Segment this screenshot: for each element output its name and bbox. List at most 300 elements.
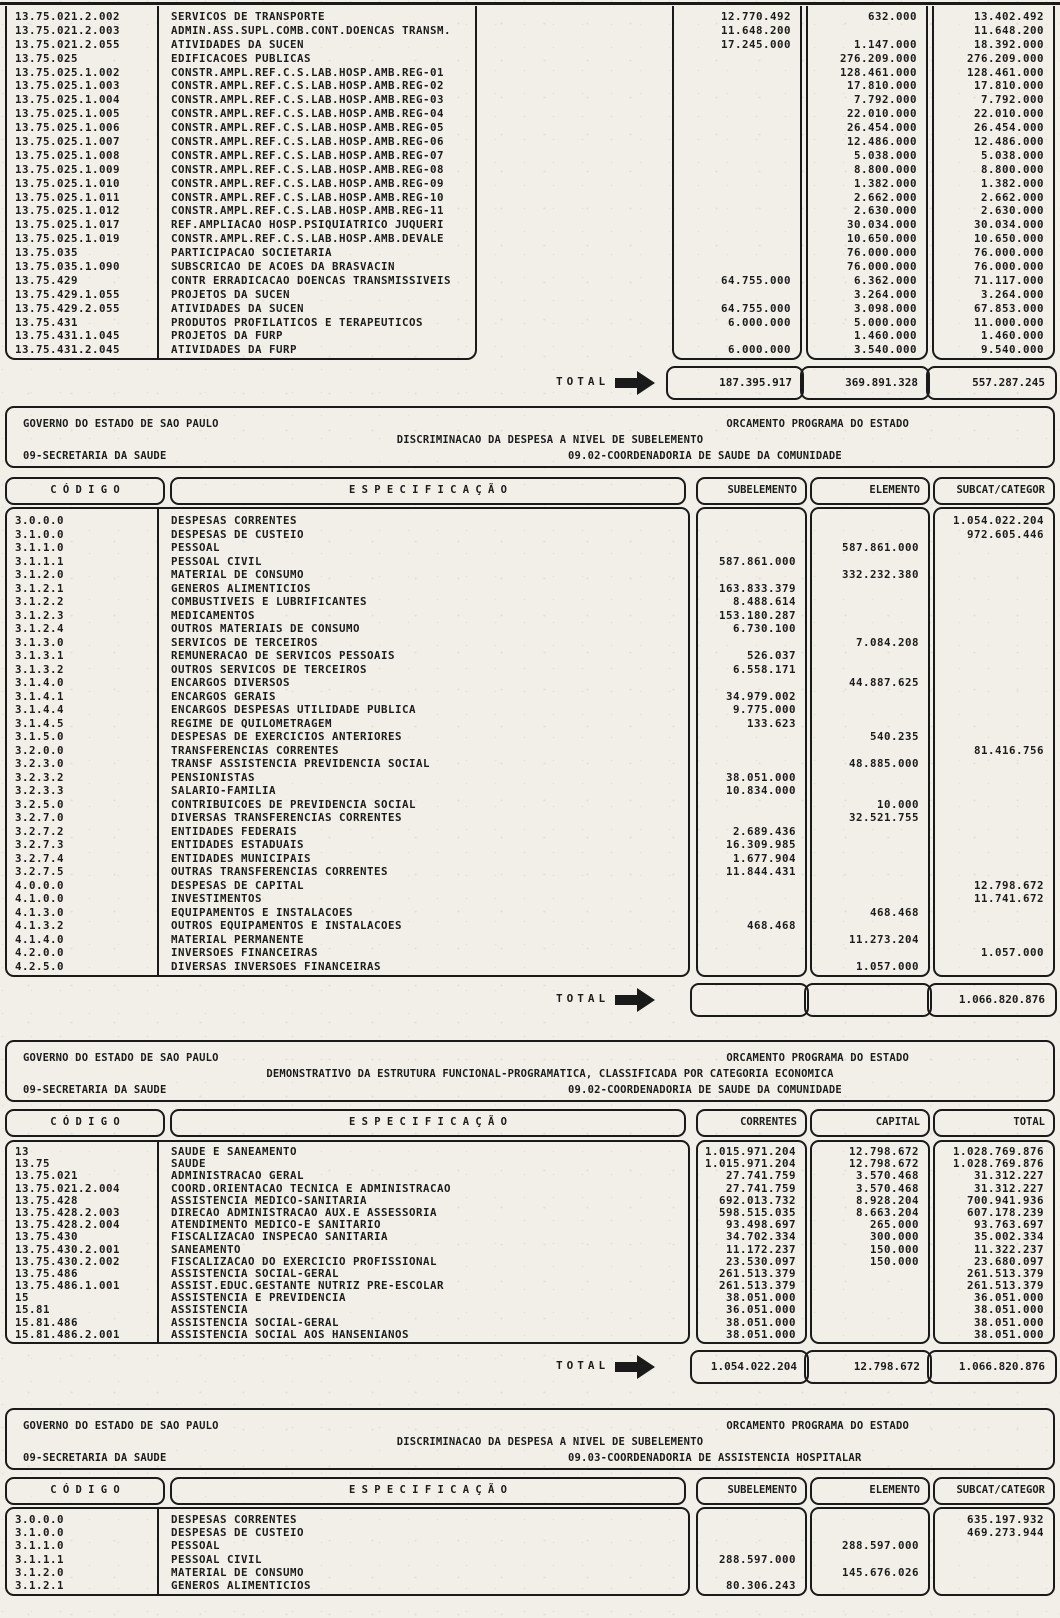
- value-cell: 17.810.000: [846, 79, 917, 93]
- value-cell: 7.792.000: [853, 93, 917, 107]
- total-label: TOTAL: [556, 992, 610, 1005]
- code-cell: 3.2.7.0: [15, 811, 65, 824]
- column-header-especificacao: E S P E C I F I C A Ç Ã O: [170, 1477, 686, 1505]
- spec-cell: OUTROS EQUIPAMENTOS E INSTALACOES: [171, 919, 403, 932]
- value-cell: 261.513.379: [966, 1280, 1044, 1293]
- value-cell: [698, 1526, 805, 1539]
- value-cell: 265.000: [869, 1219, 919, 1232]
- code-cell: 3.1.3.2: [15, 662, 65, 676]
- column-header-value-3: SUBCAT/CATEGOR: [933, 477, 1055, 505]
- department-name: 09-SECRETARIA DA SAUDE: [23, 1452, 167, 1464]
- code-cell: 13.75.430.2.001: [15, 1243, 121, 1256]
- value-cell: 11.000.000: [973, 315, 1044, 329]
- value-cell: 11.172.237: [725, 1243, 796, 1256]
- code-cell: 3.1.2.1: [15, 1578, 65, 1592]
- spec-cell: PESSOAL: [171, 541, 221, 554]
- value-cell: [698, 1513, 805, 1526]
- value-cell: [935, 582, 1053, 596]
- value-cell: 27.741.759: [725, 1182, 796, 1195]
- value-cell: 34.702.334: [725, 1231, 796, 1244]
- value-cell: 5.000.000: [853, 315, 917, 329]
- code-cell: 3.1.0.0: [15, 1526, 65, 1540]
- code-cell: 13.75.035: [15, 246, 79, 260]
- value-cell: 261.513.379: [966, 1267, 1044, 1280]
- value-cell: 587.861.000: [841, 541, 919, 554]
- code-cell: 13.75.430: [15, 1231, 79, 1244]
- spec-cell: FISCALIZACAO DO EXERCICIO PROFISSIONAL: [171, 1255, 438, 1268]
- spec-cell: ENTIDADES MUNICIPAIS: [171, 851, 312, 865]
- spec-cell: MATERIAL PERMANENTE: [171, 932, 305, 946]
- value-cell: [812, 784, 928, 798]
- value-cell: [698, 1566, 805, 1579]
- code-cell: 13.75.025.1.010: [15, 176, 121, 190]
- code-cell: 13.75.428: [15, 1194, 79, 1207]
- code-cell: 3.0.0.0: [15, 1513, 65, 1526]
- code-cell: 13.75.025.1.002: [15, 65, 121, 79]
- value-cell: [812, 663, 928, 677]
- spec-cell: CONSTR.AMPL.REF.C.S.LAB.HOSP.AMB.REG-04: [171, 107, 445, 121]
- value-cell: 972.605.446: [966, 527, 1044, 541]
- value-cell: 6.558.171: [732, 662, 796, 676]
- total-value-box-1: 187.395.917: [666, 366, 804, 400]
- column-header-codigo: C Ó D I G O: [5, 477, 165, 505]
- value-cell: 128.461.000: [966, 65, 1044, 79]
- value-cell: 1.054.022.204: [952, 514, 1044, 527]
- value-cell: 38.051.000: [725, 770, 796, 784]
- value-cell: 128.461.000: [839, 65, 917, 79]
- value-cell: [935, 784, 1053, 798]
- value-cell: 6.000.000: [727, 343, 791, 357]
- spec-cell: CONSTR.AMPL.REF.C.S.LAB.HOSP.AMB.REG-02: [171, 79, 445, 93]
- total-value-box-1: 1.054.022.204: [690, 1350, 809, 1384]
- value-cell: 3.570.468: [855, 1170, 919, 1183]
- code-cell: 3.1.3.1: [15, 649, 65, 662]
- value-cell: 11.648.200: [973, 23, 1044, 37]
- spec-cell: ENTIDADES ESTADUAIS: [171, 838, 305, 851]
- code-cell: 4.0.0.0: [15, 878, 65, 892]
- code-cell: 3.1.5.0: [15, 730, 65, 743]
- value-cell: 12.798.672: [848, 1158, 919, 1171]
- value-cell: [698, 676, 805, 690]
- value-cell: 1.057.000: [980, 946, 1044, 959]
- spec-cell: ASSISTENCIA SOCIAL-GERAL: [171, 1267, 340, 1280]
- value-cell: [698, 757, 805, 771]
- code-cell: 13.75.025.1.004: [15, 93, 121, 107]
- value-cell: [812, 1513, 928, 1526]
- value-cell: [812, 1526, 928, 1539]
- value-cell: 16.309.985: [725, 838, 796, 851]
- value-cell: [935, 757, 1053, 771]
- value-cell: 76.000.000: [846, 246, 917, 260]
- value-cell: 38.051.000: [725, 1328, 796, 1341]
- value-cell: [812, 1553, 928, 1566]
- value-cell: 30.034.000: [846, 218, 917, 232]
- value-cell: [935, 703, 1053, 717]
- value-cell: [935, 811, 1053, 825]
- value-cell: 30.034.000: [973, 218, 1044, 232]
- code-cell: 13.75.021: [15, 1170, 79, 1183]
- spec-cell: REGIME DE QUILOMETRAGEM: [171, 716, 333, 730]
- value-cell: 133.623: [746, 716, 796, 730]
- code-spec-box: [5, 507, 690, 977]
- spec-cell: PESSOAL: [171, 1539, 221, 1553]
- code-cell: 13.75.025.1.008: [15, 148, 121, 162]
- code-cell: 13.75.025.1.007: [15, 135, 121, 149]
- spec-cell: DESPESAS CORRENTES: [171, 514, 298, 527]
- value-cell: 23.680.097: [973, 1255, 1044, 1268]
- spec-cell: DESPESAS DE CUSTEIO: [171, 1526, 305, 1540]
- value-cell: 540.235: [869, 730, 919, 743]
- value-cell: [812, 1317, 928, 1329]
- total-arrow-icon: [614, 987, 656, 1017]
- spec-cell: PROJETOS DA SUCEN: [171, 287, 291, 301]
- value-cell: [935, 555, 1053, 569]
- code-cell: 4.2.0.0: [15, 946, 65, 959]
- value-cell: 8.800.000: [853, 162, 917, 176]
- value-cell: 11.844.431: [725, 865, 796, 878]
- spec-cell: DIRECAO ADMINISTRACAO AUX.E ASSESSORIA: [171, 1206, 438, 1219]
- value-cell: [935, 1579, 1053, 1592]
- value-cell: [674, 149, 800, 163]
- value-cell: 93.763.697: [973, 1219, 1044, 1232]
- value-cell: [935, 933, 1053, 947]
- value-cell: [674, 204, 800, 218]
- spec-cell: CONTRIBUICOES DE PREVIDENCIA SOCIAL: [171, 797, 417, 811]
- total-arrow-icon: [614, 370, 656, 400]
- value-cell: [812, 582, 928, 596]
- total-value-box-2: 369.891.328: [800, 366, 930, 400]
- value-cell: 11.322.237: [973, 1243, 1044, 1256]
- spec-cell: ENCARGOS DESPESAS UTILIDADE PUBLICA: [171, 703, 417, 716]
- section-header-box: [5, 1408, 1055, 1470]
- value-cell: [698, 933, 805, 947]
- spec-cell: PARTICIPACAO SOCIETARIA: [171, 246, 333, 260]
- program-name: ORCAMENTO PROGRAMA DO ESTADO: [726, 1420, 909, 1432]
- value-cell: 23.530.097: [725, 1255, 796, 1268]
- value-cell: 10.834.000: [725, 784, 796, 797]
- spec-cell: OUTRAS TRANSFERENCIAS CORRENTES: [171, 865, 389, 878]
- value-cell: 12.486.000: [846, 135, 917, 149]
- value-cell: [935, 636, 1053, 650]
- value-cell: [812, 1268, 928, 1280]
- spec-cell: SERVICOS DE TRANSPORTE: [171, 10, 326, 23]
- code-cell: 3.2.0.0: [15, 743, 65, 757]
- value-cell: [674, 260, 800, 274]
- value-cell: 93.498.697: [725, 1219, 796, 1232]
- spec-cell: MATERIAL DE CONSUMO: [171, 1565, 305, 1579]
- header-line-3: [23, 1082, 1037, 1098]
- value-cell: 1.677.904: [732, 851, 796, 865]
- column-header-value-1: SUBELEMENTO: [696, 1477, 807, 1505]
- spec-cell: REF.AMPLIACAO HOSP.PSIQUIATRICO JUQUERI: [171, 218, 445, 232]
- value-cell: [674, 66, 800, 80]
- category-values-box: [933, 507, 1055, 977]
- value-cell: 10.650.000: [973, 232, 1044, 246]
- code-cell: 13.75.025.1.006: [15, 121, 121, 135]
- code-cell: 13.75.025.1.003: [15, 79, 121, 93]
- spec-cell: COMBUSTIVEIS E LUBRIFICANTES: [171, 595, 368, 608]
- spec-cell: TRANSFERENCIAS CORRENTES: [171, 743, 340, 757]
- element-values-box: [806, 6, 928, 360]
- spec-cell: ADMIN.ASS.SUPL.COMB.CONT.DOENCAS TRANSM.: [171, 23, 452, 37]
- value-cell: 632.000: [867, 10, 917, 23]
- value-cell: [812, 771, 928, 785]
- value-cell: [698, 906, 805, 920]
- spec-cell: MEDICAMENTOS: [171, 608, 256, 622]
- spec-cell: DIVERSAS TRANSFERENCIAS CORRENTES: [171, 811, 403, 824]
- value-cell: [808, 24, 926, 38]
- code-cell: 13.75.430.2.002: [15, 1255, 121, 1268]
- value-cell: 76.000.000: [973, 246, 1044, 260]
- value-cell: 26.454.000: [846, 121, 917, 135]
- spec-cell: REMUNERACAO DE SERVICOS PESSOAIS: [171, 649, 396, 662]
- value-cell: 9.775.000: [732, 703, 796, 716]
- code-cell: 3.1.3.0: [15, 635, 65, 649]
- code-cell: 13.75.428.2.004: [15, 1219, 121, 1232]
- program-name: ORCAMENTO PROGRAMA DO ESTADO: [726, 1052, 909, 1064]
- report-title: DEMONSTRATIVO DA ESTRUTURA FUNCIONAL-PROGRAMATICA, CLASSIFICADA POR CATEGORIA ECONOMICA: [266, 1068, 834, 1080]
- value-cell: 607.178.239: [966, 1206, 1044, 1219]
- value-cell: [812, 1329, 928, 1341]
- unit-name: 09.02-COORDENADORIA DE SAUDE DA COMUNIDADE: [568, 450, 842, 462]
- code-cell: 4.1.4.0: [15, 932, 65, 946]
- total-value-box-1: [690, 983, 809, 1017]
- value-cell: [935, 649, 1053, 663]
- value-cell: [674, 52, 800, 66]
- total-label: TOTAL: [556, 1359, 610, 1372]
- code-cell: 3.1.1.0: [15, 541, 65, 554]
- header-line-1: [23, 1418, 1037, 1434]
- element-values-box: [810, 507, 930, 977]
- value-cell: [674, 191, 800, 205]
- value-cell: [812, 892, 928, 906]
- spec-cell: SALARIO-FAMILIA: [171, 784, 277, 797]
- value-cell: [812, 649, 928, 663]
- value-cell: [812, 825, 928, 839]
- code-cell: 3.2.7.2: [15, 824, 65, 838]
- value-cell: [674, 163, 800, 177]
- code-cell: 13.75.025.1.005: [15, 107, 121, 121]
- spec-cell: CONSTR.AMPL.REF.C.S.LAB.HOSP.AMB.REG-03: [171, 93, 445, 107]
- spec-cell: PROJETOS DA FURP: [171, 329, 284, 343]
- value-cell: 145.676.026: [841, 1565, 919, 1579]
- spec-cell: PRODUTOS PROFILATICOS E TERAPEUTICOS: [171, 315, 424, 329]
- value-cell: [935, 622, 1053, 636]
- spec-cell: ATIVIDADES DA SUCEN: [171, 301, 305, 315]
- total-value-box-3: 557.287.245: [926, 366, 1057, 400]
- code-cell: 13.75: [15, 1158, 51, 1171]
- spec-cell: ASSISTENCIA MEDICO-SANITARIA: [171, 1194, 368, 1207]
- code-cell: 3.1.2.2: [15, 595, 65, 608]
- value-cell: [674, 121, 800, 135]
- spec-cell: MATERIAL DE CONSUMO: [171, 568, 305, 581]
- spec-cell: FISCALIZACAO INSPECAO SANITARIA: [171, 1231, 389, 1244]
- code-cell: 3.2.3.2: [15, 770, 65, 784]
- column-header-codigo: C Ó D I G O: [5, 1109, 165, 1137]
- value-cell: 12.770.492: [720, 10, 791, 23]
- total-value-box-2: [804, 983, 932, 1017]
- value-cell: 71.117.000: [973, 273, 1044, 287]
- value-cell: [812, 1579, 928, 1592]
- value-cell: [698, 744, 805, 758]
- spec-cell: ASSIST.EDUC.GESTANTE NUTRIZ PRE-ESCOLAR: [171, 1280, 445, 1293]
- value-cell: 1.382.000: [980, 176, 1044, 190]
- column-header-value-1: SUBELEMENTO: [696, 477, 807, 505]
- value-cell: 12.798.672: [973, 878, 1044, 892]
- code-cell: 3.2.7.3: [15, 838, 65, 851]
- value-cell: [674, 218, 800, 232]
- value-cell: [674, 246, 800, 260]
- spec-cell: GENEROS ALIMENTICIOS: [171, 581, 312, 595]
- spec-cell: PENSIONISTAS: [171, 770, 256, 784]
- value-cell: 2.662.000: [853, 190, 917, 204]
- value-cell: 38.051.000: [973, 1316, 1044, 1329]
- spec-cell: DESPESAS CORRENTES: [171, 1513, 298, 1526]
- value-cell: [935, 838, 1053, 852]
- code-cell: 13.75.025.1.009: [15, 162, 121, 176]
- value-cell: 700.941.936: [966, 1194, 1044, 1207]
- value-cell: [935, 595, 1053, 609]
- code-cell: 13.75.431.2.045: [15, 343, 121, 357]
- value-cell: [935, 676, 1053, 690]
- value-cell: 3.264.000: [980, 287, 1044, 301]
- spec-cell: CONTR ERRADICACAO DOENCAS TRANSMISSIVEIS: [171, 273, 452, 287]
- code-cell: 3.1.4.1: [15, 689, 65, 703]
- subelement-values-box: [696, 1140, 807, 1344]
- value-cell: 153.180.287: [718, 608, 796, 622]
- value-cell: 3.570.468: [855, 1182, 919, 1195]
- code-cell: 3.1.2.1: [15, 581, 65, 595]
- subelement-values-box: [696, 507, 807, 977]
- department-name: 09-SECRETARIA DA SAUDE: [23, 450, 167, 462]
- value-cell: [935, 568, 1053, 582]
- subelement-values-box: [672, 6, 802, 360]
- value-cell: [935, 960, 1053, 974]
- value-cell: [812, 609, 928, 623]
- value-cell: 1.015.971.204: [704, 1158, 796, 1171]
- code-cell: 13.75.035.1.090: [15, 260, 121, 274]
- spec-cell: CONSTR.AMPL.REF.C.S.LAB.HOSP.AMB.REG-07: [171, 148, 445, 162]
- spec-cell: INVESTIMENTOS: [171, 892, 263, 905]
- value-cell: 163.833.379: [718, 581, 796, 595]
- page-top-rule: [0, 2, 1060, 5]
- value-cell: [812, 852, 928, 866]
- column-header-especificacao: E S P E C I F I C A Ç Ã O: [170, 1109, 686, 1137]
- value-cell: 36.051.000: [973, 1292, 1044, 1305]
- value-cell: 38.051.000: [973, 1304, 1044, 1317]
- code-cell: 13.75.025.1.019: [15, 232, 121, 246]
- code-cell: 4.1.3.0: [15, 905, 65, 919]
- value-cell: 34.979.002: [725, 689, 796, 703]
- value-cell: [935, 1539, 1053, 1552]
- spec-cell: DESPESAS DE EXERCICIOS ANTERIORES: [171, 730, 403, 743]
- unit-name: 09.03-COORDENADORIA DE ASSISTENCIA HOSPITALAR: [568, 1452, 862, 1464]
- total-label: TOTAL: [556, 375, 610, 388]
- value-cell: 1.460.000: [853, 329, 917, 343]
- value-cell: 11.741.672: [973, 892, 1044, 905]
- value-cell: 11.648.200: [720, 23, 791, 37]
- value-cell: 300.000: [869, 1231, 919, 1244]
- value-cell: 38.051.000: [973, 1328, 1044, 1341]
- value-cell: 1.028.769.876: [952, 1158, 1044, 1171]
- value-cell: [698, 568, 805, 582]
- value-cell: 8.488.614: [732, 595, 796, 608]
- value-cell: [698, 892, 805, 906]
- code-cell: 3.2.3.0: [15, 757, 65, 770]
- header-line-1: [23, 416, 1037, 432]
- value-cell: 17.810.000: [973, 79, 1044, 93]
- spec-cell: OUTROS MATERIAIS DE CONSUMO: [171, 622, 361, 635]
- code-cell: 4.1.3.2: [15, 919, 65, 932]
- spec-cell: CONSTR.AMPL.REF.C.S.LAB.HOSP.AMB.REG-11: [171, 204, 445, 218]
- code-cell: 13.75.025.1.017: [15, 218, 121, 232]
- code-cell: 13.75.429: [15, 273, 79, 287]
- spec-cell: INVERSOES FINANCEIRAS: [171, 946, 319, 959]
- value-cell: [935, 852, 1053, 866]
- category-values-box: [932, 6, 1055, 360]
- value-cell: [674, 79, 800, 93]
- spec-cell: CONSTR.AMPL.REF.C.S.LAB.HOSP.AMB.REG-08: [171, 162, 445, 176]
- spec-cell: SAUDE E SANEAMENTO: [171, 1146, 298, 1158]
- value-cell: 9.540.000: [980, 343, 1044, 357]
- spec-cell: ATIVIDADES DA FURP: [171, 343, 298, 357]
- value-cell: 261.513.379: [718, 1267, 796, 1280]
- value-cell: 31.312.227: [973, 1170, 1044, 1183]
- value-cell: [812, 717, 928, 731]
- spec-cell: ASSISTENCIA SOCIAL-GERAL: [171, 1316, 340, 1329]
- value-cell: [674, 232, 800, 246]
- value-cell: 12.486.000: [973, 135, 1044, 149]
- value-cell: 6.362.000: [853, 273, 917, 287]
- value-cell: 332.232.380: [841, 568, 919, 581]
- report-title: DISCRIMINACAO DA DESPESA A NIVEL DE SUBELEMENTO: [396, 434, 704, 446]
- value-cell: 80.306.243: [725, 1578, 796, 1592]
- value-cell: [935, 906, 1053, 920]
- header-line-3: [23, 448, 1037, 464]
- column-header-value-3: SUBCAT/CATEGOR: [933, 1477, 1055, 1505]
- spec-cell: DESPESAS DE CUSTEIO: [171, 527, 305, 541]
- code-cell: 13.75.431.1.045: [15, 329, 121, 343]
- spec-cell: CONSTR.AMPL.REF.C.S.LAB.HOSP.AMB.REG-05: [171, 121, 445, 135]
- value-cell: 5.038.000: [980, 148, 1044, 162]
- value-cell: 7.792.000: [980, 93, 1044, 107]
- value-cell: [812, 622, 928, 636]
- value-cell: [812, 528, 928, 542]
- value-cell: 1.147.000: [853, 37, 917, 51]
- code-cell: 3.2.5.0: [15, 797, 65, 811]
- value-cell: 76.000.000: [973, 260, 1044, 274]
- total-value-box-3: 1.066.820.876: [927, 983, 1057, 1017]
- code-cell: 3.2.3.3: [15, 784, 65, 797]
- value-cell: 288.597.000: [841, 1539, 919, 1553]
- value-cell: [935, 690, 1053, 704]
- value-cell: 26.454.000: [973, 121, 1044, 135]
- value-cell: 261.513.379: [718, 1280, 796, 1293]
- header-line-3: [23, 1450, 1037, 1466]
- value-cell: [935, 730, 1053, 744]
- value-cell: 288.597.000: [718, 1552, 796, 1566]
- value-cell: [812, 1280, 928, 1292]
- value-cell: 8.800.000: [980, 162, 1044, 176]
- spec-cell: OUTROS SERVICOS DE TERCEIROS: [171, 662, 368, 676]
- code-cell: 13.75.025.1.012: [15, 204, 121, 218]
- spec-cell: EQUIPAMENTOS E INSTALACOES: [171, 905, 354, 919]
- value-cell: 587.861.000: [718, 554, 796, 568]
- value-cell: 3.540.000: [853, 343, 917, 357]
- spec-column: [159, 1509, 688, 1594]
- value-cell: [812, 555, 928, 569]
- value-cell: 1.028.769.876: [952, 1146, 1044, 1158]
